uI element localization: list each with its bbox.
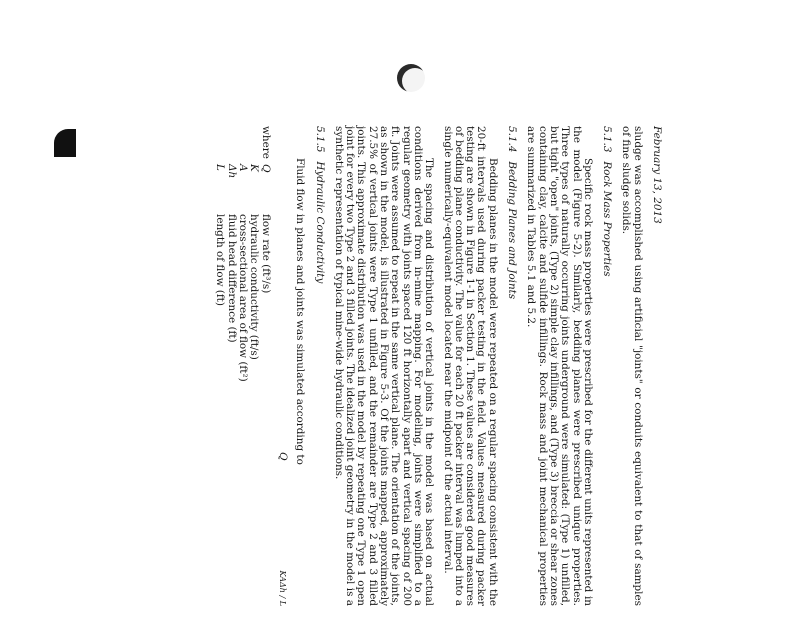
section-number: 5.1.4 bbox=[506, 126, 519, 153]
equation bbox=[277, 126, 288, 606]
variable-definition: cross-sectional area of flow (ft²) bbox=[237, 214, 250, 382]
variable-symbol: Δh bbox=[225, 164, 238, 179]
where-label: where bbox=[259, 126, 272, 159]
punch-hole bbox=[397, 64, 425, 92]
section-title: Rock Mass Properties bbox=[601, 161, 614, 277]
hydraulic-paragraph: Fluid flow in planes and joints was simulated according to bbox=[294, 158, 307, 465]
page-header-date: February 13, 2013 bbox=[651, 126, 663, 224]
section-title: Bedding Planes and Joints bbox=[506, 161, 519, 300]
bedding-paragraph-1: Bedding planes in the model were repeated on a regular spacing consistent with the 20-ft intervals used during packer testing in the field. Values measured during packer testing are shown in Figure 1-1 in Section 1. These values are considered good measures of bedding plane conductivity. The value for each 20 ft packer interval was lumped into a single numerically-equivalent model located near the midpoint of the actual interval. bbox=[441, 126, 499, 606]
section-number: 5.1.3 bbox=[601, 126, 614, 153]
equation-line bbox=[294, 126, 305, 606]
variable-list bbox=[214, 126, 270, 606]
variable-definition: fluid head difference (ft) bbox=[225, 214, 238, 343]
equation-rhs: KAΔh / L bbox=[277, 570, 287, 606]
section-title: Hydraulic Conductivity bbox=[313, 161, 326, 284]
variable-definition: length of flow (ft) bbox=[214, 214, 227, 306]
section-heading-bedding bbox=[506, 126, 517, 606]
variable-definition: flow rate (ft³/s) bbox=[259, 214, 272, 294]
rock-mass-paragraph: Specific rock mass properties were prescribed for the different units represented in the model (Figure 5-2). Similarly, bedding planes were prescribed unique properties. Three types of naturally occurring joints underground were simulated: (Type 1) unfilled, but tight "open" joints, (Type 2) simple clay infillings, and (Type 3) breccia or shear zones containing clay, calcite and sulfide infillings. Rock mass and joint mechanical properties are summarized in Tables 5.1 and 5.2. bbox=[525, 126, 594, 606]
binding-mark bbox=[54, 129, 76, 157]
variable-symbol: Q bbox=[259, 164, 272, 173]
variable-symbol: A bbox=[237, 164, 250, 172]
section-heading-rock-mass bbox=[601, 126, 612, 606]
document-page bbox=[122, 126, 662, 606]
variable-symbol: L bbox=[214, 164, 227, 171]
equation-lhs: Q bbox=[276, 452, 289, 461]
section-heading-hydraulic bbox=[313, 126, 324, 606]
bedding-paragraph-2: The spacing and distribution of vertical joints in the model was based on actual conditions derived from in-mine mapping. For modeling, joints were simplified to a regular geometry with joints spaced 120 ft horizontally apart and vertical spacing of 200 ft. Joints were assumed to repeat in the same vertical plane. The orientation of the joints, as shown in the model, is illustrated in Figure 5-3. Of the joints mapped, approximately 27.5% of vertical joints were Type 1 unfilled, and the remainder are Type 2 and 3 filled joints. This approximate distribution was used in the model by repeating one Type 1 open joint for every two Type 2 and 3 filled joints. The idealized joint geometry in the model is a synthetic representation of typical mine-wide hydraulic conditions. bbox=[332, 126, 436, 606]
variable-definition: hydraulic conductivity (ft/s) bbox=[248, 214, 261, 360]
intro-paragraph: sludge was accomplished using artificial "joints" or conduits equivalent to that of samples of fine sludge solids. bbox=[620, 126, 644, 606]
variable-symbol: K bbox=[248, 164, 261, 172]
section-number: 5.1.5 bbox=[313, 126, 326, 153]
